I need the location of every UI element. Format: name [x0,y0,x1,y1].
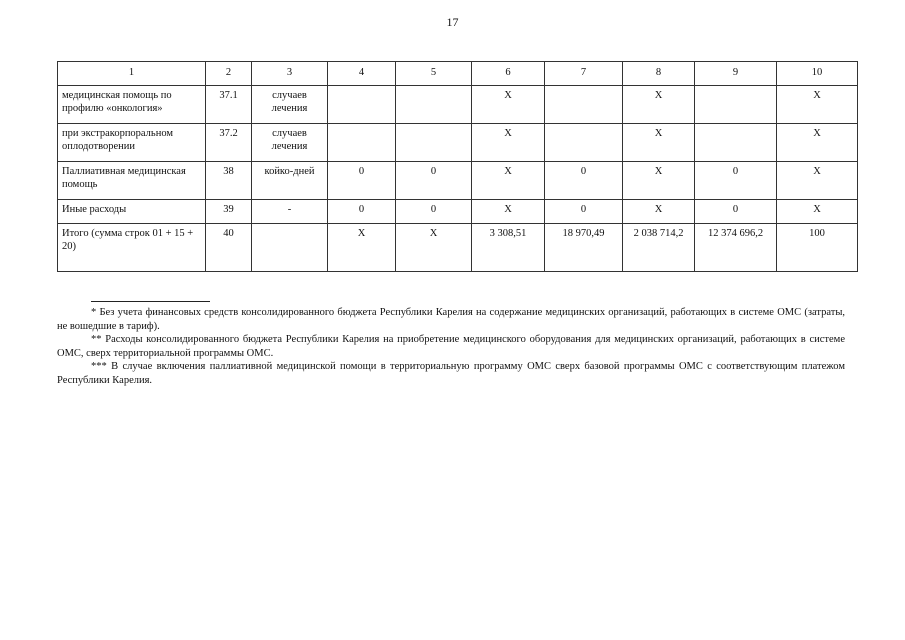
column-header: 6 [472,62,545,86]
table-cell: 2 038 714,2 [623,224,695,272]
footnote: * Без учета финансовых средств консолидированного бюджета Республики Карелия на содержание медицинских организаций, работающих в системе ОМС (затраты, не вошедшие в тариф). [57,307,845,332]
table-cell: случаев лечения [252,86,328,124]
table-cell: Х [777,162,858,200]
table-cell: Х [472,124,545,162]
table-cell: 37.1 [206,86,252,124]
table-cell [396,124,472,162]
table-cell: Х [777,86,858,124]
table-cell: Х [623,200,695,224]
table-cell: 3 308,51 [472,224,545,272]
table-cell: Иные расходы [58,200,206,224]
table-cell: - [252,200,328,224]
table-cell: Х [623,124,695,162]
table-row [58,200,858,224]
table-cell: 0 [695,200,777,224]
table-cell: 39 [206,200,252,224]
table-cell: 0 [695,162,777,200]
table-cell: 0 [545,162,623,200]
table-cell [396,86,472,124]
table-cell [328,124,396,162]
column-header: 7 [545,62,623,86]
table-cell: 0 [328,200,396,224]
table-cell: 0 [328,162,396,200]
table-cell [695,86,777,124]
table-cell: Х [328,224,396,272]
table-cell: Итого (сумма строк 01 + 15 + 20) [58,224,206,272]
table-cell [328,86,396,124]
data-table [57,61,858,272]
table-row [58,86,858,124]
table-cell: 38 [206,162,252,200]
table-cell [545,86,623,124]
column-header: 1 [58,62,206,86]
table-cell: Паллиативная медицинская помощь [58,162,206,200]
table-cell [545,124,623,162]
table-cell: Х [396,224,472,272]
page-number: 17 [446,15,459,29]
table-cell [252,224,328,272]
table-cell: 100 [777,224,858,272]
table-header-row [58,62,858,86]
table-cell: медицинская помощь по профилю «онкология» [58,86,206,124]
table-cell: 0 [545,200,623,224]
table-cell: случаев лечения [252,124,328,162]
footnote-separator [91,301,210,302]
table-cell: 0 [396,162,472,200]
table-cell: Х [472,162,545,200]
table-cell: 18 970,49 [545,224,623,272]
table-cell: Х [623,86,695,124]
table-cell: Х [623,162,695,200]
table-cell: при экстракорпоральном оплодотворении [58,124,206,162]
table-cell: 0 [396,200,472,224]
column-header: 10 [777,62,858,86]
table-row [58,162,858,200]
column-header: 8 [623,62,695,86]
column-header: 4 [328,62,396,86]
table-cell: Х [472,86,545,124]
table-cell: 37.2 [206,124,252,162]
footnotes [57,306,845,387]
table-cell: 12 374 696,2 [695,224,777,272]
table-cell [695,124,777,162]
table-cell: койко-дней [252,162,328,200]
table-cell: Х [777,124,858,162]
column-header: 5 [396,62,472,86]
table-cell: Х [472,200,545,224]
table-row-total [58,224,858,272]
table-row [58,124,858,162]
footnote: *** В случае включения паллиативной медицинской помощи в территориальную программу ОМС сверх базовой программы ОМС с соответствующим платежом Республики Карелия. [57,361,845,386]
column-header: 9 [695,62,777,86]
column-header: 3 [252,62,328,86]
footnote: ** Расходы консолидированного бюджета Республики Карелия на приобретение медицинского оборудования для медицинских организаций, работающих в системе ОМС, сверх территориальной программы ОМС. [57,334,845,359]
table-cell: Х [777,200,858,224]
column-header: 2 [206,62,252,86]
table-cell: 40 [206,224,252,272]
